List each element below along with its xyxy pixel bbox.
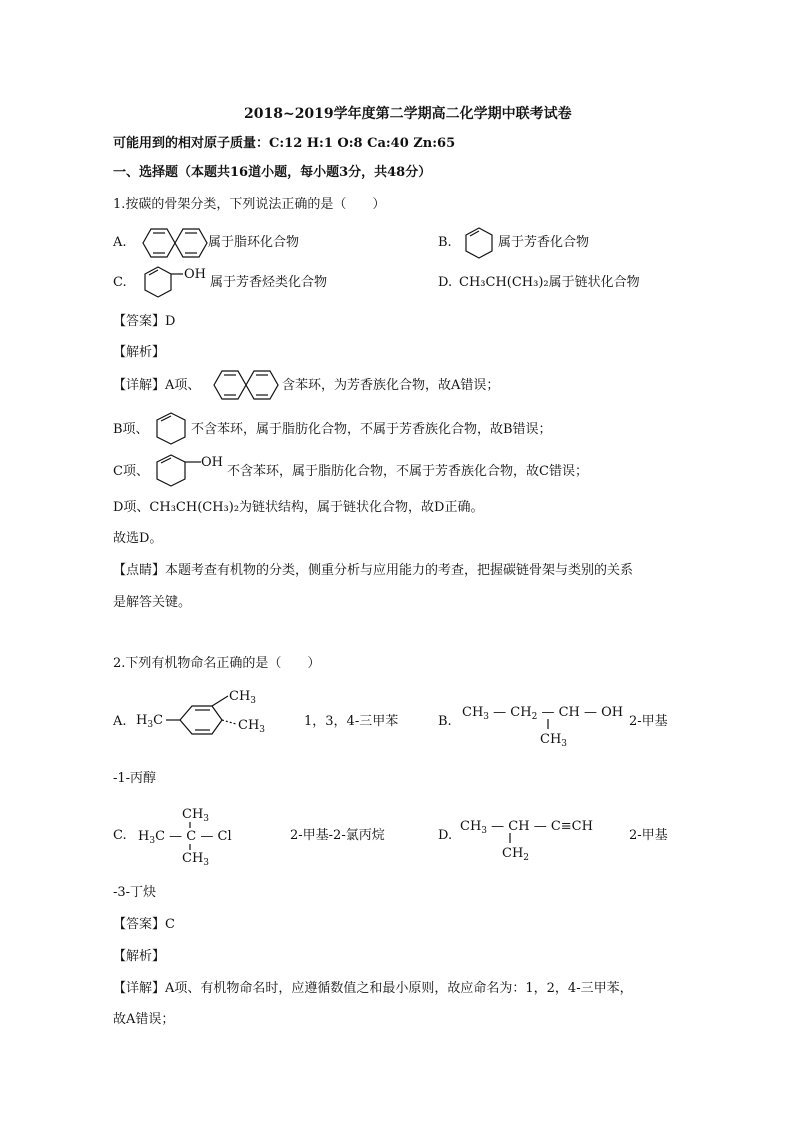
naphthalene-structure — [137, 225, 203, 261]
naphthalene-structure-detail — [210, 367, 280, 403]
q1-detail-a-post: 含苯环，为芳香族化合物，故A错误； — [282, 378, 500, 393]
q2-option-c-label: C. — [113, 828, 127, 843]
q2-option-a-label: A. — [113, 714, 127, 729]
cyclohexene-structure-detail — [153, 410, 189, 448]
methylpropanol-structure — [462, 701, 624, 749]
hydroxyl-label: OH — [184, 267, 206, 282]
q2-detail-line1: 【详解】A项、有机物命名时，应遵循数值之和最小原则，故应命名为：1，2，4-三甲苯， — [113, 981, 633, 996]
svg-text:CH3: $CH_3$ — [182, 807, 210, 824]
q1-option-b-label: B. — [438, 235, 452, 250]
svg-text:CH3: $CH_3$ — [182, 851, 210, 868]
q2-answer: 【答案】C — [113, 917, 175, 932]
q1-detail-b-pre: B项、 — [113, 422, 149, 437]
q1-option-d-label: D. — [438, 275, 453, 290]
trimethylbenzene-structure — [136, 688, 282, 752]
atomic-masses: 可能用到的相对原子质量：C:12 H:1 O:8 Ca:40 Zn:65 — [113, 136, 456, 151]
q1-conclusion: 故选D。 — [113, 531, 163, 546]
q2-option-c-name: 2-甲基-2-氯丙烷 — [290, 828, 385, 843]
methyl-top: $CH_3$ — [229, 689, 257, 706]
q1-detail-c-post: 不含苯环，属于脂肪化合物，不属于芳香族化合物，故C错误； — [227, 464, 588, 479]
methyl-right: $CH_3$ — [238, 718, 266, 735]
chloromethylpropane-structure — [138, 804, 248, 866]
svg-text:H3C: $H_3C$ — [136, 713, 164, 730]
q2-option-a-name: 1，3，4-三甲苯 — [304, 714, 399, 729]
hydroxyl-label-detail: OH — [201, 455, 223, 470]
q1-option-a-label: A. — [113, 235, 127, 250]
q1-stem: 1.按碳的骨架分类，下列说法正确的是（ ） — [113, 197, 386, 212]
q1-option-a-text: 属于脂环化合物 — [208, 235, 300, 250]
q2-option-d-name-cont: -3-丁炔 — [113, 885, 157, 900]
section-heading: 一、选择题（本题共16道小题，每小题3分，共48分） — [113, 165, 432, 180]
q2-option-b-name: 2-甲基 — [629, 714, 668, 729]
q2-option-d-name: 2-甲基 — [629, 828, 668, 843]
q1-detail-a-pre: 【详解】A项、 — [113, 378, 201, 393]
q2-detail-line2: 故A错误； — [113, 1012, 175, 1027]
q1-analysis: 【解析】 — [113, 345, 166, 360]
svg-text:CH3 — CH2 — CH — OH: $CH_3$ — $CH_2$ — CH — OH — [462, 705, 624, 722]
q1-comment-line2: 是解答关键。 — [113, 595, 192, 610]
cyclohexenol-structure — [137, 262, 209, 300]
q1-option-c-label: C. — [113, 275, 127, 290]
methylbutyne-structure — [460, 815, 593, 863]
q1-comment-line1: 【点睛】本题考查有机物的分类，侧重分析与应用能力的考查，把握碳链骨架与类别的关系 — [113, 563, 634, 578]
cyclohexenol-structure-detail — [151, 450, 227, 490]
svg-text:CH3: $CH_3$ — [540, 732, 568, 749]
q1-option-b-text: 属于芳香化合物 — [498, 235, 590, 250]
q1-detail-d: D项、CH₃CH(CH₃)₂为链状结构，属于链状化合物，故D正确。 — [113, 500, 484, 515]
q1-detail-c-pre: C项、 — [113, 464, 149, 479]
q2-option-b-name-cont: -1-丙醇 — [113, 771, 157, 786]
q1-option-d-text: CH₃CH(CH₃)₂属于链状化合物 — [459, 275, 640, 290]
svg-text:H3C — C — Cl: $H_3C$ — C — Cl — [138, 829, 232, 846]
q1-answer: 【答案】D — [113, 314, 176, 329]
q1-option-c-text: 属于芳香烃类化合物 — [210, 275, 328, 290]
q1-detail-b-post: 不含苯环，属于脂肪化合物，不属于芳香族化合物，故B错误； — [191, 422, 552, 437]
q2-stem: 2.下列有机物命名正确的是（ ） — [113, 656, 321, 671]
svg-text:CH3 — CH — C≡CH: $CH_3$ — CH — C≡CH — [460, 819, 593, 836]
page-title: 2018~2019学年度第二学期高二化学期中联考试卷 — [244, 106, 572, 122]
q2-analysis: 【解析】 — [113, 949, 166, 964]
q2-option-b-label: B. — [438, 714, 452, 729]
svg-text:CH2: $CH_2$ — [502, 846, 530, 863]
cyclohexene-structure — [462, 225, 496, 261]
q2-option-d-label: D. — [438, 828, 453, 843]
